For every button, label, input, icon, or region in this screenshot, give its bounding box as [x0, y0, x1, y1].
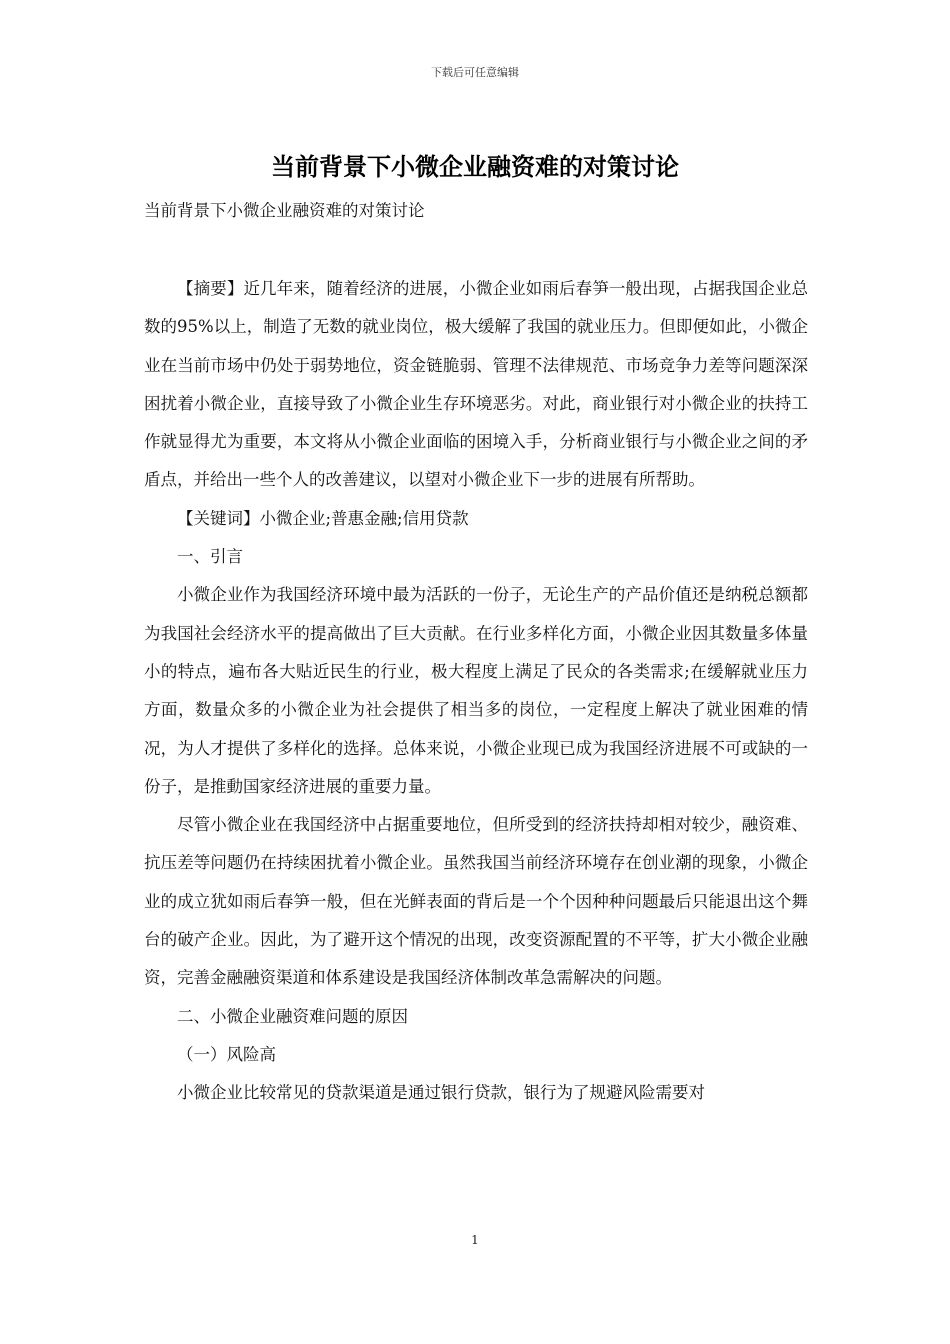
keywords-label: 【关键词】: [177, 508, 260, 528]
body-paragraph: 尽管小微企业在我国经济中占据重要地位，但所受到的经济扶持却相对较少，融资难、抗压差等问题仍在持续困扰着小微企业。虽然我国当前经济环境存在创业潮的现象，小微企业的成立犹如雨后春笋一般，但在光鲜表面的背后是一个个因种种问题最后只能退出这个舞台的破产企业。因此，为了避开这个情况的出现，改变资源配置的不平等，扩大小微企业融资，完善金融融资渠道和体系建设是我国经济体制改革急需解决的问题。: [144, 815, 808, 988]
abstract-label: 【摘要】: [177, 279, 244, 298]
section-heading-causes: 二、小微企业融资难问题的原因: [177, 1006, 408, 1026]
abstract-paragraph: [144, 270, 808, 500]
subsection-heading-high-risk: （一）风险高: [177, 1044, 276, 1064]
document-body: [144, 270, 808, 1113]
keywords-line: [144, 500, 808, 538]
body-paragraph: 小微企业比较常见的贷款渠道是通过银行贷款，银行为了规避风险需要对: [177, 1083, 705, 1103]
section-heading-introduction: 一、引言: [177, 547, 243, 567]
abstract-text: 近几年来，随着经济的进展，小微企业如雨后春笋一般出现，占据我国企业总数的95%以上，制造了无数的就业岗位，极大缓解了我国的就业压力。但即便如此，小微企业在当前市场中仍处于弱势地位，资金链脆弱、管理不法律规范、市场竞争力差等问题深深困扰着小微企业，直接导致了小微企业生存环境恶劣。对此，商业银行对小微企业的扶持工作就显得尤为重要，本文将从小微企业面临的困境入手，分析商业银行与小微企业之间的矛盾点，并给出一些个人的改善建议，以望对小微企业下一步的进展有所帮助。: [144, 279, 809, 490]
page-number: 1: [471, 1233, 479, 1247]
document-subtitle: 当前背景下小微企业融资难的对策讨论: [144, 201, 425, 220]
page-header-note: 下载后可任意编辑: [431, 66, 519, 79]
document-title: 当前背景下小微企业融资难的对策讨论: [271, 152, 679, 181]
keywords-text: 小微企业;普惠金融;信用贷款: [259, 508, 469, 528]
body-paragraph: 小微企业作为我国经济环境中最为活跃的一份子，无论生产的产品价值还是纳税总额都为我国社会经济水平的提高做出了巨大贡献。在行业多样化方面，小微企业因其数量多体量小的特点，遍布各大贴近民生的行业，极大程度上满足了民众的各类需求;在缓解就业压力方面，数量众多的小微企业为社会提供了相当多的岗位，一定程度上解决了就业困难的情况，为人才提供了多样化的选择。总体来说，小微企业现已成为我国经济进展不可或缺的一份子，是推動国家经济进展的重要力量。: [144, 585, 808, 796]
